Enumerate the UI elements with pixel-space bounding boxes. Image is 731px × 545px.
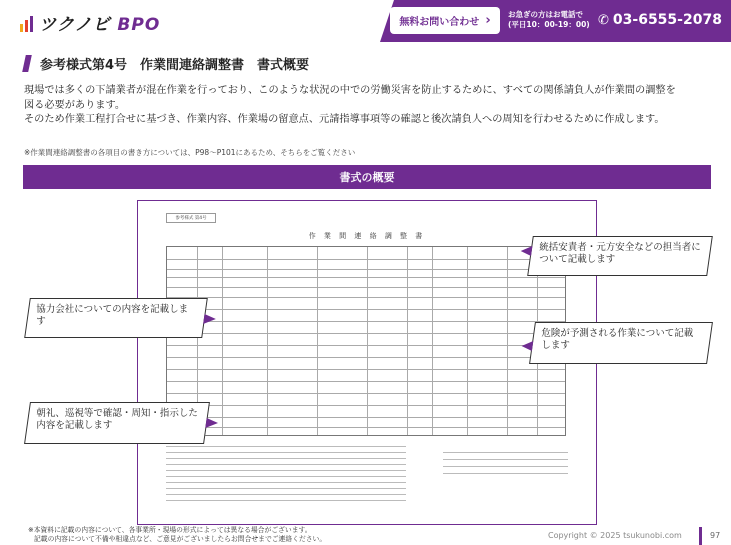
phone-note: お急ぎの方はお電話で (平日10：00-19：00) [508,10,590,29]
footer-note: ※本資料に記載の内容について、各事業所・現場の形式によっては異なる場合がございます。 記載の内容について不備や相違点など、ご意見がございましたらお問合せまでご連絡ください。 [28,526,327,543]
page-title: 参考様式第4号 作業間連絡調整書 書式概要 [40,58,310,73]
callout-morning-meeting: 朝礼、巡視等で確認・周知・指示した内容を記載します [24,402,210,444]
pointer-left-icon [521,341,533,351]
logo-text: ツクノビ BPO [39,15,161,35]
callout-supervisor: 統括安責者・元方安全などの担当者について記載します [527,236,713,276]
logo-bars-icon [20,14,33,32]
form-approval-area [413,446,568,506]
reference-note: ※作業間連絡調整書の各項目の書き方については、P98～P101にあるため、そちらをご覧ください [24,148,356,157]
logo[interactable] [20,10,160,35]
pointer-right-icon [205,418,218,428]
callout-partner-company: 協力会社についての内容を記載します [24,298,208,338]
pointer-left-icon [520,246,532,256]
pointer-right-icon [203,314,216,324]
section-band: 書式の概要 [23,165,711,189]
form-table [166,246,566,436]
copyright: Copyright © 2025 tsukunobi.com [548,531,682,540]
phone-number: 03-6555-2078 [612,12,722,28]
page-number: 97 [710,531,721,540]
chevron-right-icon: › [485,13,491,28]
header [0,0,731,42]
phone-link[interactable] [598,12,722,28]
form-lower-notes [166,446,406,516]
callout-hazard-work: 危険が予測される作業について記載します [529,322,713,364]
intro-text: 現場では多くの下請業者が混在作業を行っており、このような状況の中での労働災害を防止するために、すべての関係請負人が作業間の調整を 図る必要があります。 そのため作業工程打合せに基づき、作業内容、作業場の留意点、元請指導事項等の確認と後次請負人への周知を行わせるために作成します。 [24,85,676,125]
page-accent [699,527,702,545]
phone-icon: ✆ [598,12,609,28]
contact-button[interactable] [390,7,500,34]
form-title: 作 業 間 連 絡 調 整 書 [308,232,426,240]
title-accent [22,55,32,72]
form-label: 参考様式 第4号 [166,213,216,223]
contact-button-label: 無料お問い合わせ [399,17,480,28]
